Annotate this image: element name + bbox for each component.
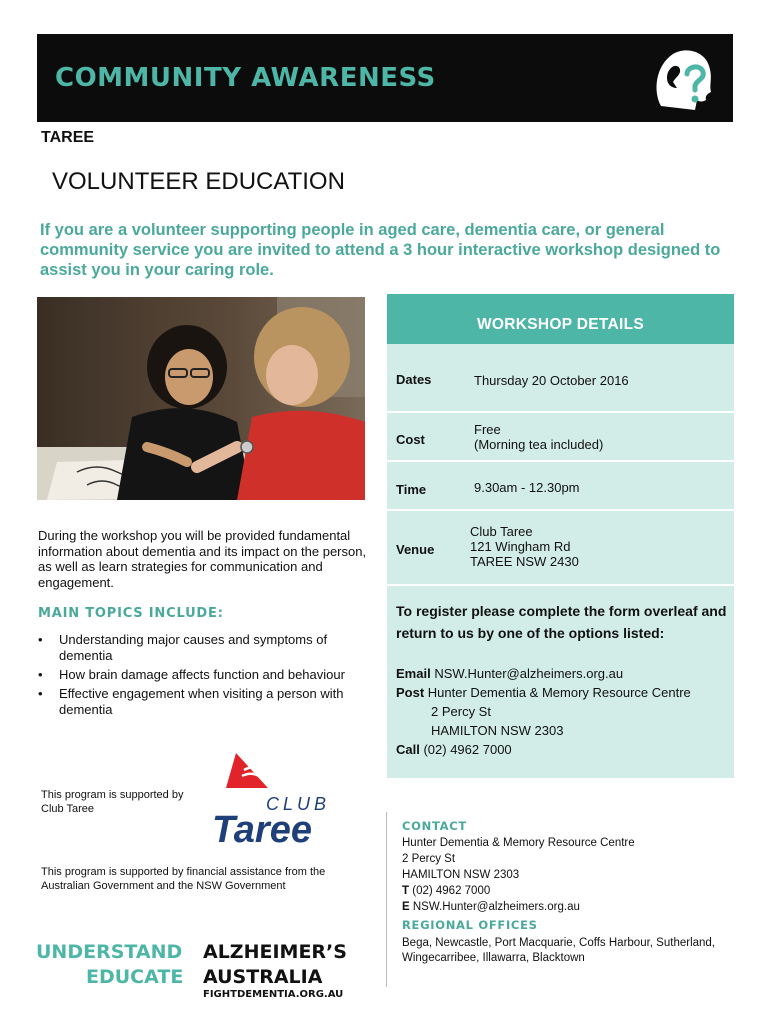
page-title: VOLUNTEER EDUCATION [52,168,345,195]
regional-offices-heading: REGIONAL OFFICES [402,918,538,932]
row-divider [387,509,734,511]
call-number[interactable]: (02) 4962 7000 [423,742,512,757]
post-line-2: 2 Percy St [431,704,491,719]
topics-list [38,632,368,721]
location-label: TAREE [41,129,95,146]
post-address: Hunter Dementia & Memory Resource Centre [427,685,691,700]
topics-heading: MAIN TOPICS INCLUDE: [38,606,224,621]
workshop-photo-illustration [37,297,365,500]
banner-title: COMMUNITY AWARENESS [55,63,436,93]
contact-phone [402,883,732,899]
regional-offices-list: Bega, Newcastle, Port Macquarie, Coffs Harbour, Sutherland, Wingecarribee, Illawarra, Blacktown [402,937,716,964]
phone-label: T [402,885,410,897]
venue-line-1: Club Taree [470,524,533,539]
club-support-note: This program is supported by Club Taree [41,789,184,815]
club-taree-logo [206,748,336,848]
register-heading: To register please complete the form overleaf and return to us by one of the options listed: [396,603,727,641]
footer-understand: UNDERSTAND [36,941,183,963]
register-post [396,683,731,702]
register-call [396,740,731,759]
time-value: 9.30am - 12.30pm [474,480,580,495]
register-options [396,664,731,759]
dates-label: Dates [396,372,432,387]
row-divider [387,584,734,586]
club-logo-word1: CLUB [266,794,331,814]
footer-australia: AUSTRALIA [203,966,323,988]
footer-url[interactable]: FIGHTDEMENTIA.ORG.AU [203,989,344,1000]
email-link[interactable]: NSW.Hunter@alzheimers.org.au [412,901,580,913]
register-email [396,664,731,683]
contact-heading: CONTACT [402,819,467,833]
post-label: Post [396,685,425,700]
row-divider [387,460,734,462]
workshop-photo [37,297,365,500]
header-banner [37,34,733,122]
email-label: Email [396,666,431,681]
cost-note: (Morning tea included) [474,437,604,452]
bullet-icon: • [38,667,43,682]
time-label: Time [396,482,427,497]
contact-details [402,835,732,915]
email-link[interactable]: NSW.Hunter@alzheimers.org.au [434,666,624,681]
post-line-3: HAMILTON NSW 2303 [431,723,564,738]
club-logo-word2: Taree [212,809,312,848]
government-support-note: This program is supported by financial assistance from the Australian Government and the NSW Government [41,866,326,892]
list-item [38,667,368,683]
divider [386,812,387,987]
phone-number[interactable]: (02) 4962 7000 [412,885,491,897]
topic-text: Effective engagement when visiting a person with dementia [59,686,344,717]
venue-label: Venue [396,542,435,557]
footer-educate: EDUCATE [86,966,184,988]
intro-text: If you are a volunteer supporting people in aged care, dementia care, or general community service you are invited to attend a 3 hour interactive workshop designed to assist you in your caring role. [40,221,721,279]
workshop-details-title: WORKSHOP DETAILS [477,316,644,333]
contact-org: Hunter Dementia & Memory Resource Centre [402,837,635,849]
contact-street: 2 Percy St [402,853,456,865]
workshop-details-panel [387,294,734,778]
topic-text: How brain damage affects function and behaviour [59,667,345,682]
dementia-head-question-icon [649,44,719,114]
topic-text: Understanding major causes and symptoms of dementia [59,632,328,663]
contact-email [402,899,732,915]
bullet-icon: • [38,686,43,701]
bullet-icon: • [38,632,43,647]
dates-value: Thursday 20 October 2016 [474,373,629,388]
contact-suburb: HAMILTON NSW 2303 [402,869,520,881]
email-label: E [402,901,410,913]
list-item [38,632,368,664]
cost-value: Free [474,422,501,437]
workshop-details-header [387,294,734,344]
call-label: Call [396,742,420,757]
workshop-description: During the workshop you will be provided fundamental information about dementia and its impact on the person, as well as learn strategies for communication and engagement. [38,528,367,590]
row-divider [387,411,734,413]
venue-line-3: TAREE NSW 2430 [470,554,579,569]
list-item [38,686,368,718]
venue-line-2: 121 Wingham Rd [470,539,571,554]
footer-alzheimers: ALZHEIMER’S [203,941,347,963]
cost-label: Cost [396,432,425,447]
